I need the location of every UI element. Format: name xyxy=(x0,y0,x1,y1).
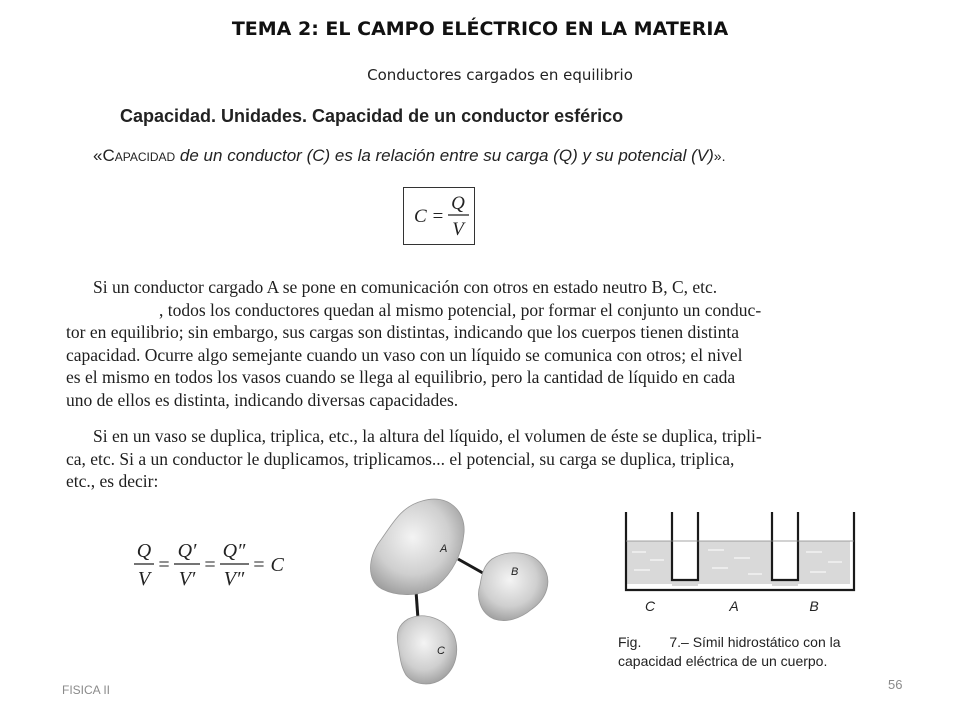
paragraph-1-line: es el mismo en todos los vasos cuando se llega al equilibrio, pero la cantidad de líquido en cada xyxy=(66,367,736,387)
definition-term: Capacidad xyxy=(102,146,176,165)
paragraph-1-line: , todos los conductores quedan al mismo potencial, por formar el conjunto un conduc- xyxy=(159,299,762,320)
conductor-b xyxy=(479,553,548,621)
page-number: 56 xyxy=(888,677,903,692)
formula-numerator: Q xyxy=(451,193,465,214)
paragraph-1 xyxy=(66,276,890,411)
equation-numerator-3: Q″ xyxy=(222,540,246,562)
conductor-a xyxy=(371,499,465,595)
paragraph-2-line: Si en un vaso se duplica, triplica, etc., la altura del líquido, el volumen de éste se duplica, tripli- xyxy=(93,426,762,446)
equation-result: = C xyxy=(252,554,284,576)
conductor-label-c: C xyxy=(437,645,445,657)
vessel-liquid xyxy=(626,541,850,586)
equation-denominator-1: V xyxy=(137,568,151,590)
definition-text: de un conductor (C) es la relación entre su carga (Q) y su potencial (V) xyxy=(175,146,714,165)
formula-denominator: V xyxy=(452,219,464,240)
conductors-diagram xyxy=(360,493,565,688)
capacity-definition xyxy=(93,146,725,166)
section-heading: Capacidad. Unidades. Capacidad de un conductor esférico xyxy=(120,106,624,126)
paragraph-1-line: Si un conductor cargado A se pone en comunicación con otros en estado neutro B, C, etc. xyxy=(93,277,718,297)
capacity-formula xyxy=(404,188,476,246)
caption-line-2: capacidad eléctrica de un cuerpo. xyxy=(618,653,828,669)
equation-numerator-2: Q′ xyxy=(177,540,197,562)
paragraph-2 xyxy=(66,425,890,493)
capacity-formula-box xyxy=(403,187,475,245)
conductor-c xyxy=(397,616,456,684)
vessel-label-c: C xyxy=(644,598,656,614)
definition-open-quote: « xyxy=(93,146,103,165)
wire-a-c xyxy=(416,591,418,619)
paragraph-2-line: etc., es decir: xyxy=(66,471,159,491)
formula-lhs: C = xyxy=(414,206,445,227)
equation-equals-1: = xyxy=(158,554,170,576)
proportionality-equation xyxy=(130,535,300,595)
figure-caption xyxy=(618,633,878,671)
caption-line-1: 7.– Símil hidrostático con la xyxy=(669,634,841,650)
paragraph-2-line: ca, etc. Si a un conductor le duplicamos, triplicamos... el potencial, su carga se duplica, triplica, xyxy=(66,448,735,469)
vessel-label-b: B xyxy=(809,598,819,614)
slide-subtitle: Conductores cargados en equilibrio xyxy=(367,66,633,84)
slide-title: TEMA 2: EL CAMPO ELÉCTRICO EN LA MATERIA xyxy=(231,18,729,40)
equation-equals-2: = xyxy=(204,554,216,576)
definition-close-quote: ». xyxy=(713,148,726,164)
conductor-label-b: B xyxy=(511,566,519,578)
equation-numerator-1: Q xyxy=(136,540,152,562)
equation-denominator-2: V′ xyxy=(178,568,196,590)
conductor-label-a: A xyxy=(440,543,448,555)
paragraph-1-line: capacidad. Ocurre algo semejante cuando un vaso con un líquido se comunica con otros; el nivel xyxy=(66,344,743,365)
equation-denominator-3: V″ xyxy=(223,568,245,590)
vessel-label-a: A xyxy=(729,598,739,614)
paragraph-1-line: tor en equilibrio; sin embargo, sus cargas son distintas, indicando que los cuerpos tienen distinta xyxy=(66,322,739,342)
communicating-vessels-diagram xyxy=(620,508,860,618)
paragraph-1-line: uno de ellos es distinta, indicando diversas capacidades. xyxy=(66,389,459,410)
caption-fig: Fig. xyxy=(618,634,642,650)
footer-course: FISICA II xyxy=(62,683,111,697)
